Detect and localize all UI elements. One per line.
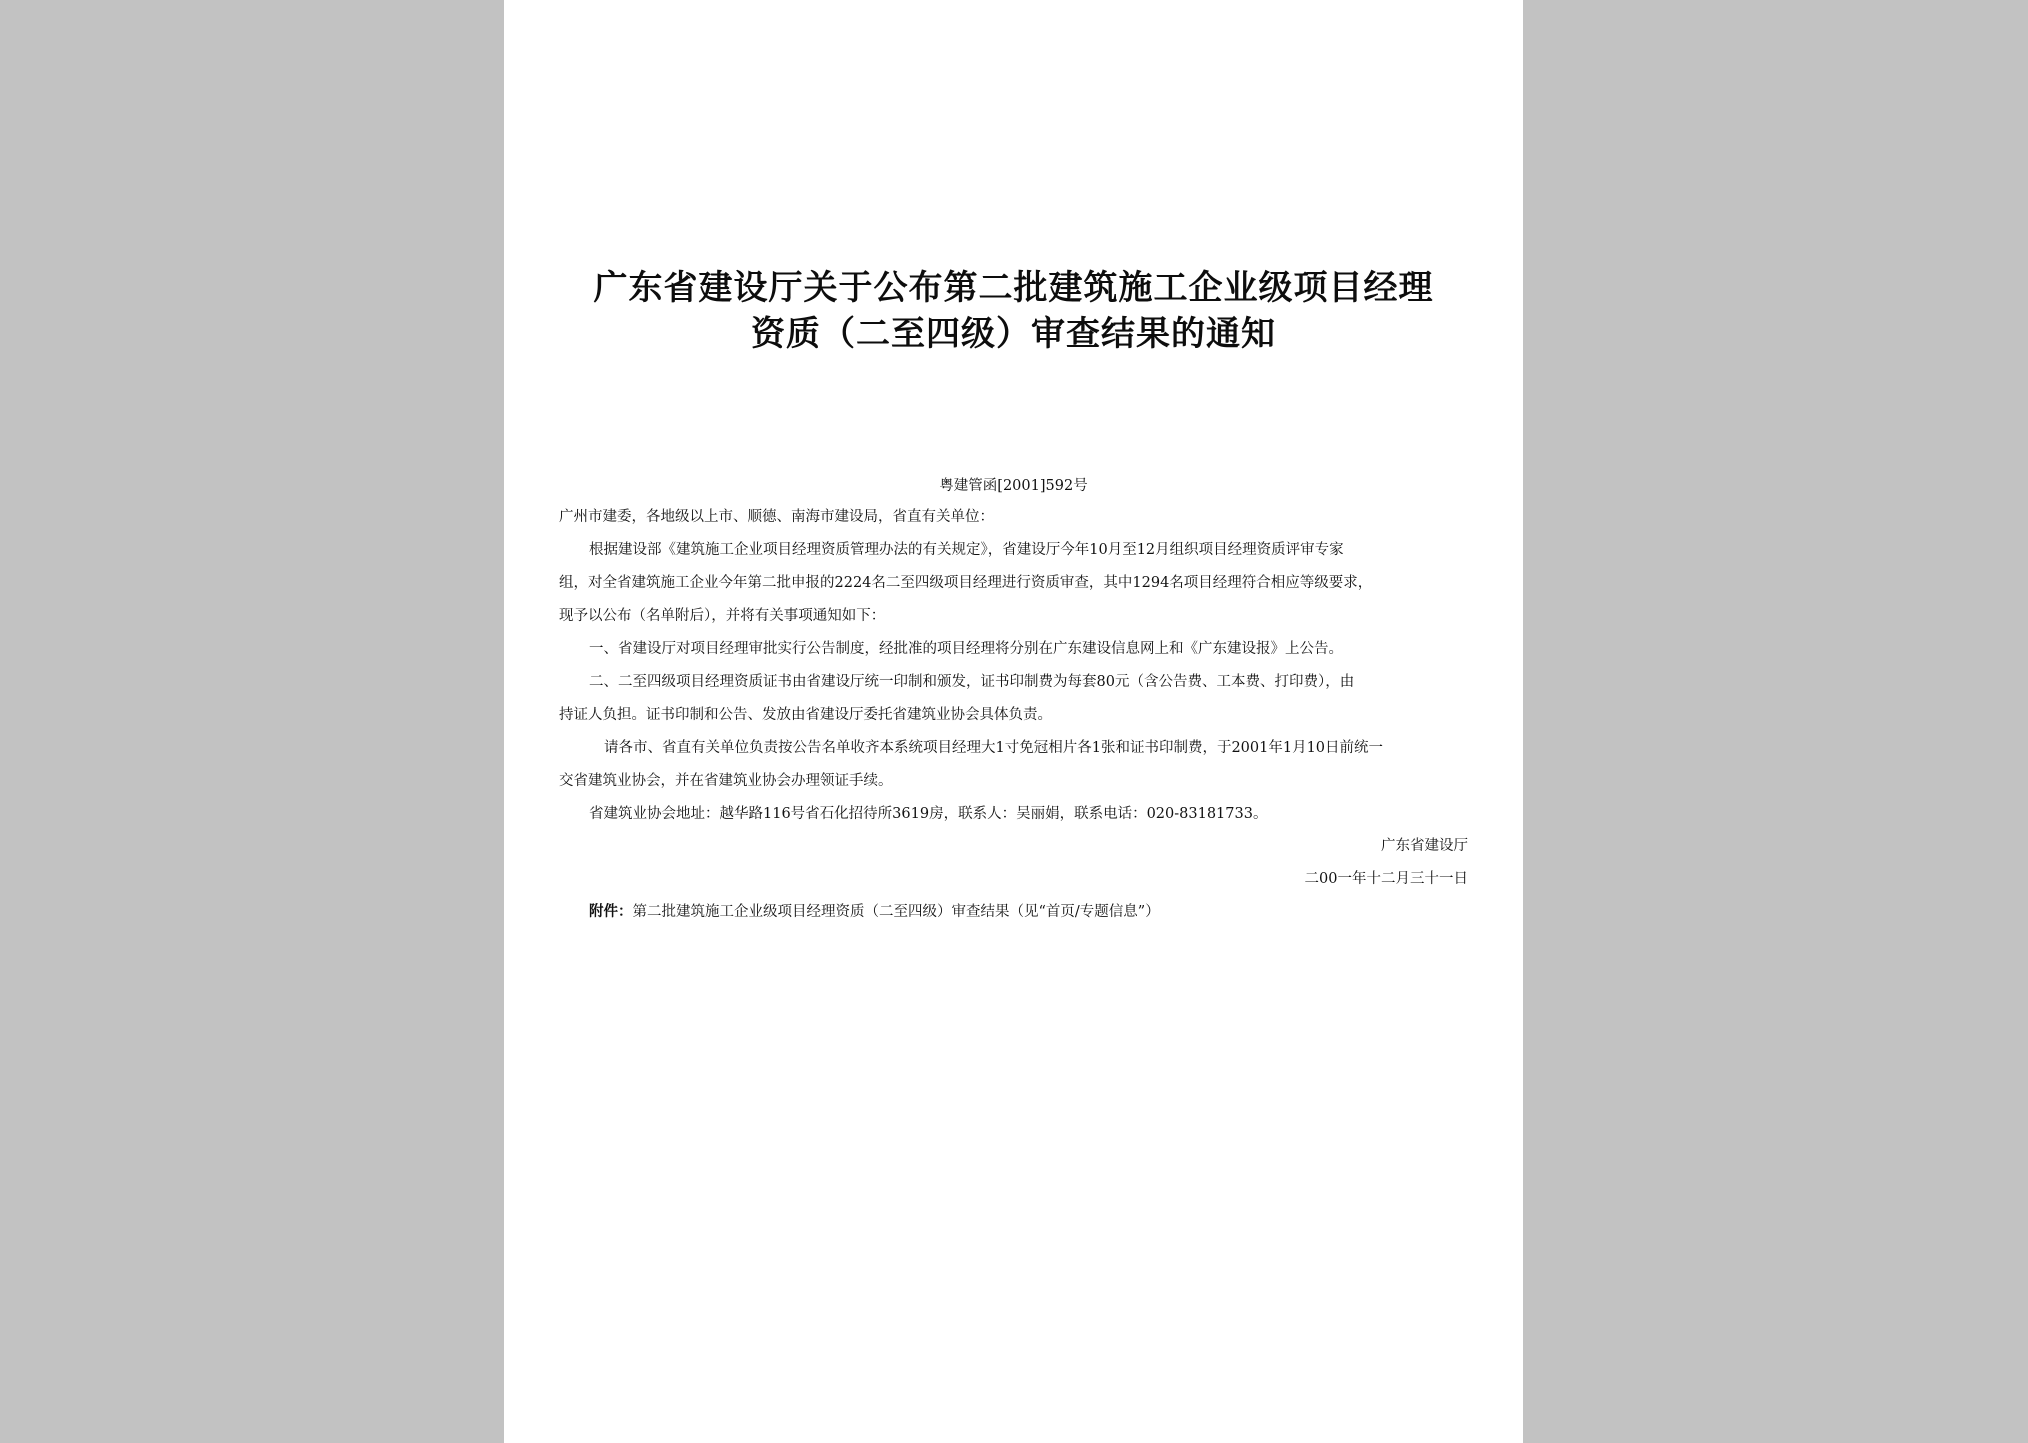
document-title-line-1: 广东省建设厅关于公布第二批建筑施工企业级项目经理 (593, 268, 1434, 308)
attachment-label: 附件： (589, 903, 633, 920)
paragraph-2-line-1: 请各市、省直有关单位负责按公告名单收齐本系统项目经理大1寸免冠相片各1张和证书印制费，于2001年1月10日前统一 (604, 740, 1384, 756)
paragraph-1-line-3: 现予以公布（名单附后），并将有关事项通知如下： (559, 608, 886, 624)
attachment-text: 第二批建筑施工企业级项目经理资质（二至四级）审查结果（见“首页/专题信息”） (632, 904, 1160, 920)
paragraph-1-line-1: 根据建设部《建筑施工企业项目经理资质管理办法的有关规定》，省建设厅今年10月至12月组织项目经理资质评审专家 (589, 542, 1344, 558)
item-1: 一、省建设厅对项目经理审批实行公告制度，经批准的项目经理将分别在广东建设信息网上和《广东建设报》上公告。 (589, 641, 1343, 657)
document-title-line-2: 资质（二至四级）审查结果的通知 (751, 314, 1276, 354)
issuer: 广东省建设厅 (1381, 838, 1468, 854)
attachment (589, 900, 1160, 924)
item-2-line-1: 二、二至四级项目经理资质证书由省建设厅统一印制和颁发，证书印制费为每套80元（含公告费、工本费、打印费），由 (589, 674, 1355, 690)
contact-info: 省建筑业协会地址：越华路116号省石化招待所3619房，联系人：吴丽娟，联系电话：020-83181733。 (589, 806, 1268, 822)
item-2-line-2: 持证人负担。证书印制和公告、发放由省建设厅委托省建筑业协会具体负责。 (559, 707, 1052, 723)
addressee: 广州市建委，各地级以上市、顺德、南海市建设局，省直有关单位： (559, 509, 994, 525)
issue-date: 二00一年十二月三十一日 (1304, 871, 1468, 887)
paragraph-2-line-2: 交省建筑业协会，并在省建筑业协会办理领证手续。 (559, 773, 893, 789)
paragraph-1-line-2: 组，对全省建筑施工企业今年第二批申报的2224名二至四级项目经理进行资质审查，其中1294名项目经理符合相应等级要求， (559, 575, 1373, 591)
document-page (504, 0, 1523, 1443)
document-number: 粤建管函[2001]592号 (939, 478, 1088, 494)
